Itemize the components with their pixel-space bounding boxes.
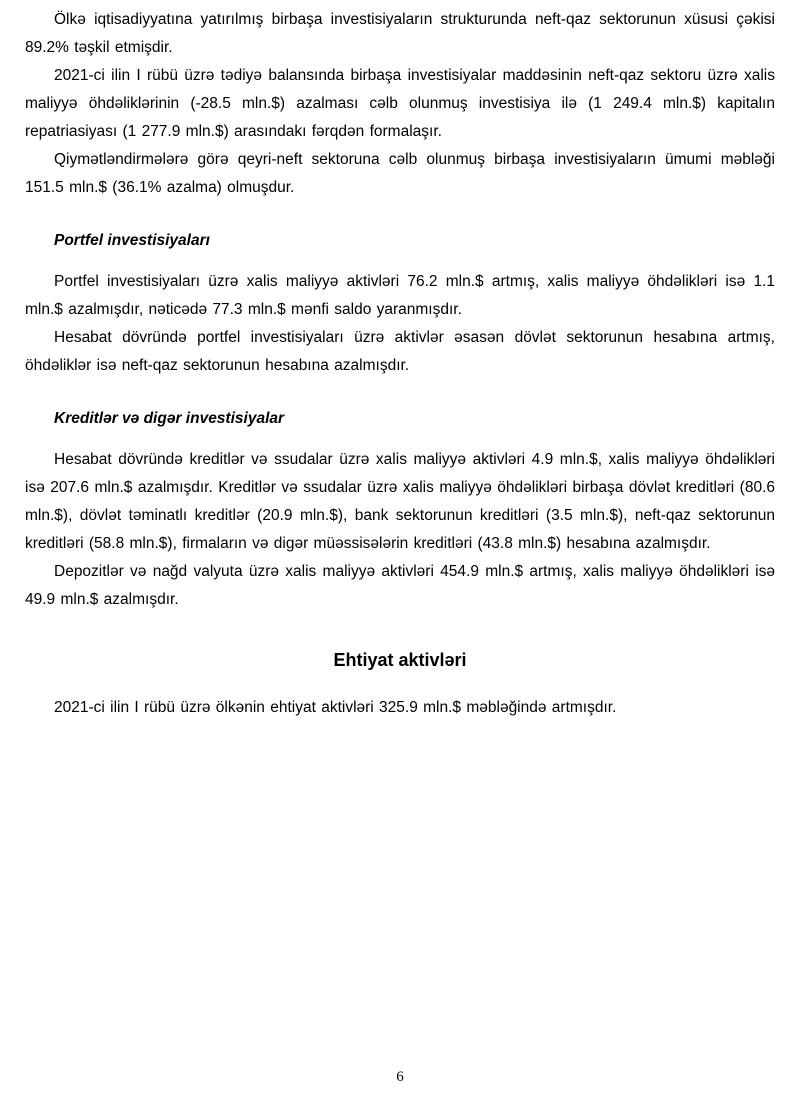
heading-portfolio-investments: Portfel investisiyaları [54,232,210,249]
paragraph-reserve-assets-amount: 2021-ci ilin I rübü üzrə ölkənin ehtiyat aktivləri 325.9 mln.$ məbləğində artmışdır. [54,699,617,716]
page-number: 6 [396,1069,404,1085]
paragraph-fdi-structure: Ölkə iqtisadiyyatına yatırılmış birbaşa investisiyaların strukturunda neft-qaz sektorunun xüsusi çəkisi 89.2% təşkil etmişdir. [25,11,775,56]
paragraph-deposits-cash: Depozitlər və nağd valyuta üzrə xalis maliyyə aktivləri 454.9 mln.$ artmış, xalis maliyyə öhdəlikləri isə 49.9 mln.$ azalmışdır. [25,563,775,608]
paragraph-non-oil-sector-fdi: Qiymətləndirmələrə görə qeyri-neft sektoruna cəlb olunmuş birbaşa investisiyaların ümumi məbləği 151.5 mln.$ (36.1% azalma) olmuşdur. [25,151,775,196]
paragraph-balance-of-payments-2021: 2021-ci ilin I rübü üzrə tədiyə balansında birbaşa investisiyalar maddəsinin neft-qaz sektoru üzrə xalis maliyyə öhdəliklərinin (-28.5 mln.$) azalması cəlb olunmuş investisiya ilə (1 249.4 mln.$) kapitalın repatriasiyası (1 277.9 mln.$) arasındakı fərqdən formalaşır. [25,67,775,140]
paragraph-portfolio-assets: Portfel investisiyaları üzrə xalis maliyyə aktivləri 76.2 mln.$ artmış, xalis maliyyə öhdəlikləri isə 1.1 mln.$ azalmışdır, nəticədə 77.3 mln.$ mənfi saldo yaranmışdır. [25,273,775,318]
heading-credits-other-investments: Kreditlər və digər investisiyalar [54,410,285,427]
paragraph-credits-loans: Hesabat dövründə kreditlər və ssudalar üzrə xalis maliyyə aktivləri 4.9 mln.$, xalis maliyyə öhdəlikləri isə 207.6 mln.$ azalmışdır. Kreditlər və ssudalar üzrə xalis maliyyə öhdəlikləri birbaşa dövlət kreditləri (80.6 mln.$), dövlət təminatlı kreditlər (20.9 mln.$), bank sektorunun kreditləri (3.5 mln.$), neft-qaz sektorunun kreditləri (58.8 mln.$), firmaların və digər müəssisələrin kreditləri (43.8 mln.$) hesabına azalmışdır. [25,451,775,552]
paragraph-portfolio-period: Hesabat dövründə portfel investisiyaları üzrə aktivlər əsasən dövlət sektorunun hesabına artmış, öhdəliklər isə neft-qaz sektorunun hesabına azalmışdır. [25,329,775,374]
heading-reserve-assets: Ehtiyat aktivləri [333,650,467,670]
